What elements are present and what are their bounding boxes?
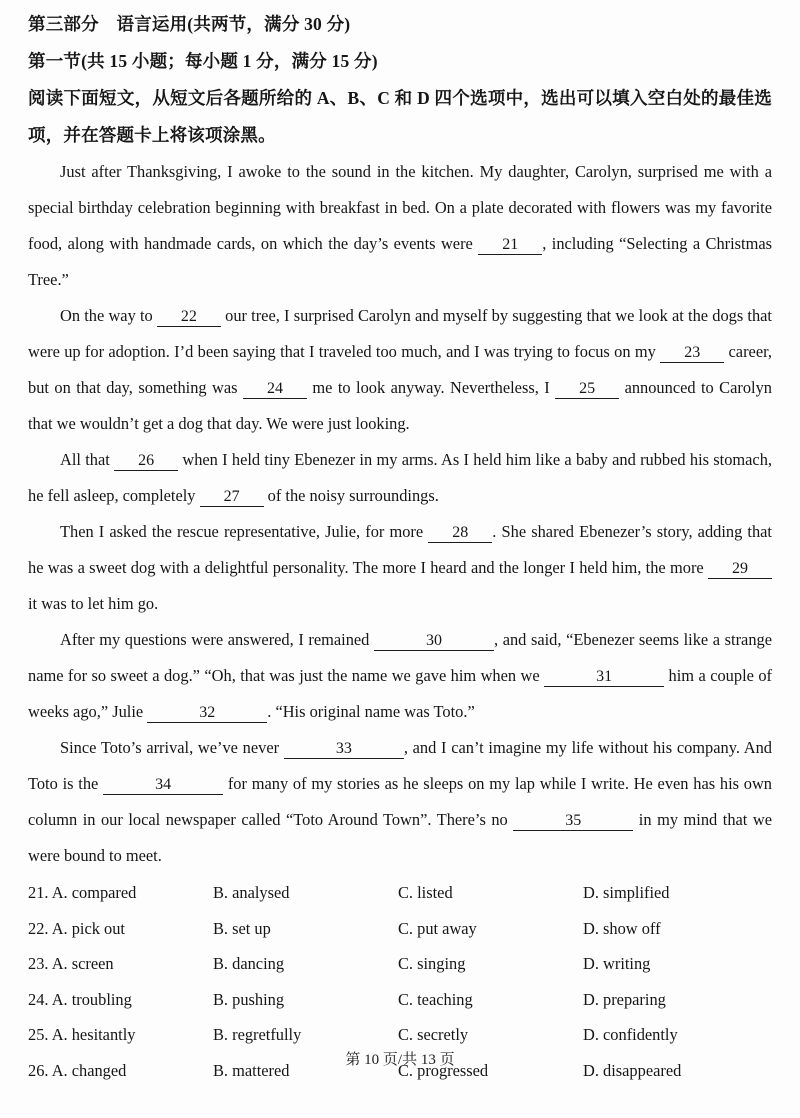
question-row-25: [28, 1017, 772, 1053]
passage-paragraph: Then I asked the rescue representative, Julie, for more 28 . She shared Ebenezer’s story, adding that he was a sweet dog with a delightful personality. The more I heard and the longer I held him, the more 29 it was to let him go.: [28, 522, 772, 613]
option-26-a: 26. A. changed: [28, 1060, 127, 1080]
question-row-22: [28, 911, 772, 947]
question-number: 23.: [28, 954, 52, 973]
cloze-blank-22: 22: [157, 307, 221, 327]
page-number: 第 10 页/共 13 页: [345, 1052, 455, 1068]
question-number: 24.: [28, 989, 52, 1009]
cloze-blank-28: 28: [428, 523, 492, 543]
question-row-23: [28, 946, 772, 982]
cloze-blank-31: 31: [544, 667, 664, 687]
cloze-passage: [28, 154, 772, 874]
option-23-c: C. singing: [398, 954, 466, 973]
cloze-blank-23: 23: [660, 343, 724, 363]
option-25-b: B. regretfully: [213, 1025, 302, 1044]
passage-paragraph: Just after Thanksgiving, I awoke to the sound in the kitchen. My daughter, Carolyn, surprised me with a special birthday celebration beginning with breakfast in bed. On a plate decorated with flowers was my favorite food, along with handmade cards, on which the day’s events were 21 , including “Selecting a Christmas Tree.”: [28, 162, 772, 289]
option-26-b: B. mattered: [213, 1060, 290, 1080]
option-22-b: B. set up: [213, 918, 271, 938]
option-26-c: C. progressed: [398, 1060, 489, 1080]
option-22-d: D. show off: [583, 918, 661, 938]
option-25-c: C. secretly: [398, 1025, 469, 1044]
option-21-c: C. listed: [398, 883, 453, 902]
passage-paragraph: On the way to 22 our tree, I surprised Carolyn and myself by suggesting that we look at the dogs that were up for adoption. I’d been saying that I traveled too much, and I was trying to focus on my 23 career, but on that day, something was 24 me to look anyway. Nevertheless, I 25 announced to Carolyn that we wouldn’t get a dog that day. We were just looking.: [28, 306, 772, 433]
cloze-blank-33: 33: [284, 739, 404, 759]
option-25-a: 25. A. hesitantly: [28, 1025, 136, 1044]
option-22-c: C. put away: [398, 918, 477, 938]
question-number: 25.: [28, 1025, 52, 1044]
cloze-blank-24: 24: [243, 379, 307, 399]
option-24-a: 24. A. troubling: [28, 989, 132, 1009]
cloze-blank-21: 21: [478, 235, 542, 255]
option-21-d: D. simplified: [583, 883, 670, 902]
instructions-text: 阅读下面短文，从短文后各题所给的 A、B、C 和 D 四个选项中，选出可以填入空白处的最佳选项，并在答题卡上将该项涂黑。: [28, 88, 772, 145]
option-24-b: B. pushing: [213, 989, 285, 1009]
question-number: 22.: [28, 918, 52, 938]
cloze-blank-26: 26: [114, 451, 178, 471]
passage-paragraph: All that 26 when I held tiny Ebenezer in my arms. As I held him like a baby and rubbed his stomach, he fell asleep, completely 27 of the noisy surroundings.: [28, 450, 773, 505]
option-23-a: 23. A. screen: [28, 954, 114, 973]
option-22-a: 22. A. pick out: [28, 918, 125, 938]
option-24-d: D. preparing: [583, 989, 666, 1009]
cloze-blank-30: 30: [374, 631, 494, 651]
cloze-blank-32: 32: [147, 703, 267, 723]
cloze-blank-27: 27: [200, 487, 264, 507]
cloze-blank-25: 25: [555, 379, 619, 399]
question-row-24: [28, 982, 772, 1018]
cloze-blank-34: 34: [103, 775, 223, 795]
option-21-a: 21. A. compared: [28, 883, 137, 902]
option-24-c: C. teaching: [398, 989, 473, 1009]
option-23-b: B. dancing: [213, 954, 285, 973]
option-23-d: D. writing: [583, 954, 651, 973]
part-title: 第三部分 语言运用(共两节，满分 30 分): [28, 14, 351, 34]
passage-paragraph: After my questions were answered, I remained 30 , and said, “Ebenezer seems like a strange name for so sweet a dog.” “Oh, that was just the name we gave him when we 31 him a couple of weeks ago,” Julie 32 . “His original name was Toto.”: [28, 630, 772, 721]
cloze-blank-29: 29: [708, 559, 772, 579]
option-21-b: B. analysed: [213, 883, 290, 902]
cloze-blank-35: 35: [513, 811, 633, 831]
option-26-d: D. disappeared: [583, 1060, 682, 1080]
option-25-d: D. confidently: [583, 1025, 678, 1044]
passage-paragraph: Since Toto’s arrival, we’ve never 33 , and I can’t imagine my life without his company. And Toto is the 34 for many of my stories as he sleeps on my lap while I write. He even has his own column in our local newspaper called “Toto Around Town”. There’s no 35 in my mind that we were bound to meet.: [28, 738, 773, 865]
question-number: 21.: [28, 883, 52, 902]
question-number: 26.: [28, 1060, 52, 1080]
question-row-21: [28, 875, 772, 911]
section-title: 第一节(共 15 小题；每小题 1 分，满分 15 分): [28, 51, 378, 71]
